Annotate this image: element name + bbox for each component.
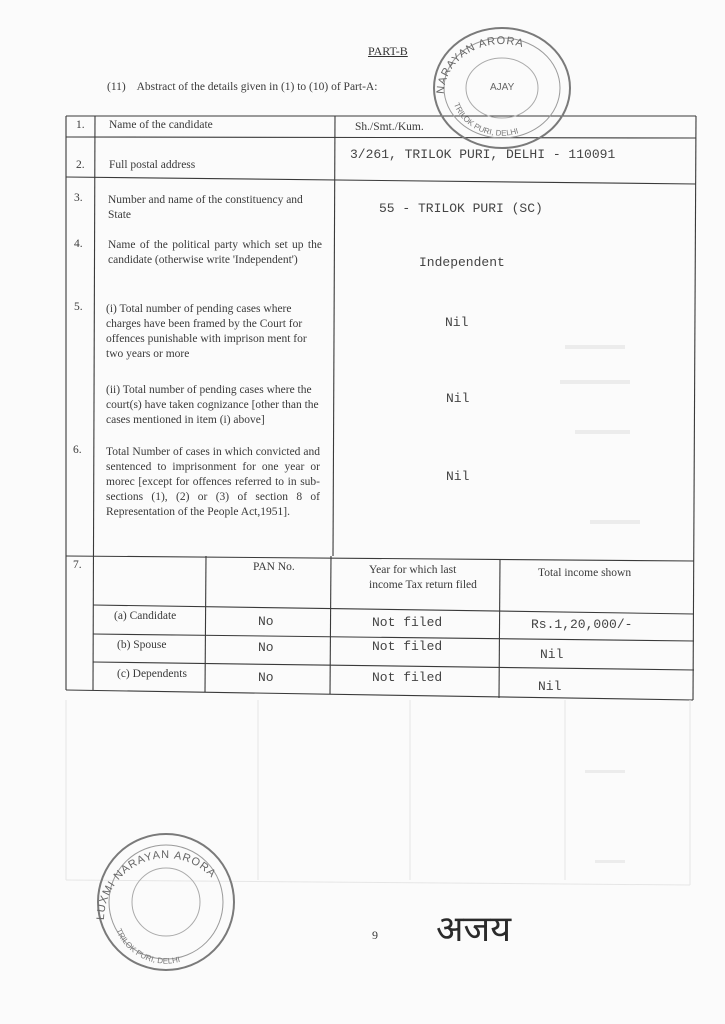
row-4-value: Independent: [419, 255, 505, 270]
candidate-total: Rs.1,20,000/-: [531, 617, 633, 632]
candidate-pan: No: [258, 614, 274, 629]
handwritten-signature: अजय: [436, 909, 512, 950]
row-2-number: 2.: [76, 159, 85, 171]
row-3-label: Number and name of the constituency and State: [108, 194, 303, 221]
page-heading: PART-B: [368, 44, 408, 58]
row-3-value: 55 - TRILOK PURI (SC): [379, 201, 543, 216]
spouse-label: (b) Spouse: [117, 639, 167, 651]
row-2-value: 3/261, TRILOK PURI, DELHI - 110091: [350, 147, 616, 162]
dependents-label: (c) Dependents: [117, 668, 187, 680]
spouse-year: Not filed: [372, 639, 443, 654]
row-5-value: Nil: [445, 315, 469, 330]
row-7-number: 7.: [73, 559, 82, 571]
round-seal-bottom: [92, 830, 242, 978]
row-5-number: 5.: [74, 301, 83, 313]
row-5-label: (i) Total number of pending cases where charges have been framed by the Court for offences punishable with imprison ment for two years or more: [106, 303, 307, 360]
candidate-label: (a) Candidate: [114, 610, 177, 622]
round-seal-top: [430, 24, 575, 154]
row-6-value: Nil: [446, 469, 470, 484]
total-header: Total income shown: [538, 567, 632, 579]
svg-text:NARAYAN ARORA: NARAYAN ARORA: [434, 34, 526, 95]
spouse-pan: No: [258, 640, 274, 655]
row-6-label: Total Number of cases in which convicted and sentenced to imprisonment for one year or morec [except for offences referred to in sub-sections (1), (2) or (3) of section 8 of Representation of the People Act,1951].: [106, 446, 320, 518]
svg-text:TRILOK PURI, DELHI: TRILOK PURI, DELHI: [452, 101, 520, 138]
row-5b-value: Nil: [446, 391, 470, 406]
row-6-number: 6.: [73, 444, 82, 456]
row-1-number: 1.: [76, 119, 85, 131]
svg-text:AJAY: AJAY: [490, 82, 515, 93]
page-number: 9: [372, 928, 378, 942]
row-3-number: 3.: [74, 192, 83, 204]
spouse-total: Nil: [540, 647, 564, 662]
row-4-label: Name of the political party which set up the candidate (otherwise write 'Independent'): [108, 239, 322, 266]
row-1-value: Sh./Smt./Kum.: [355, 121, 424, 133]
dependents-total: Nil: [538, 679, 562, 694]
dependents-pan: No: [258, 670, 274, 685]
dependents-year: Not filed: [372, 670, 443, 685]
row-2-label: Full postal address: [109, 159, 196, 171]
svg-text:LUXMI NARAYAN ARORA: LUXMI NARAYAN ARORA: [94, 849, 219, 921]
candidate-year: Not filed: [372, 615, 443, 630]
svg-text:TRILOK PURI, DELHI: TRILOK PURI, DELHI: [114, 927, 181, 966]
row-4-number: 4.: [74, 238, 83, 250]
pan-header: PAN No.: [253, 561, 295, 573]
abstract-line: (11) Abstract of the details given in (1) to (10) of Part-A:: [107, 81, 378, 93]
year-header: Year for which last income Tax return filed: [369, 564, 477, 591]
row-1-label: Name of the candidate: [109, 119, 213, 131]
row-5b-label: (ii) Total number of pending cases where the court(s) have taken cognizance [other than the cases mentioned in item (i) above]: [106, 384, 319, 426]
